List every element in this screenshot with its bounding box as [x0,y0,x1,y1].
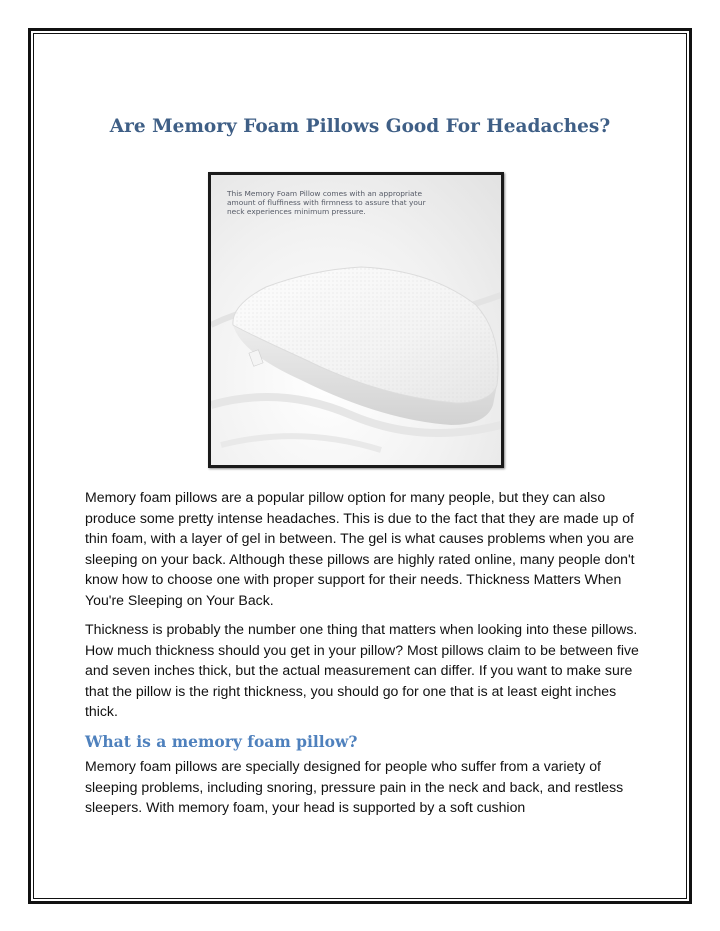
paragraph-3: Memory foam pillows are specially designed for people who suffer from a variety of sleeping problems, including snoring, pressure pain in the neck and back, and restless sleepers. With memory foam, your head is supported by a soft cushion [85,758,624,815]
section-heading: What is a memory foam pillow? [85,732,358,751]
paragraph-2: Thickness is probably the number one thing that matters when looking into these pillows. How much thickness should you get in your pillow? Most pillows claim to be between five and seven inches thick, but the actual measurement can differ. If you want to make sure that the pillow is the right thickness, you should go for one that is at least eight inches thick. [85,621,639,719]
image-caption: This Memory Foam Pillow comes with an appropriate amount of fluffiness with firmness to assure that your neck experiences minimum pressure. [227,189,426,216]
article-title: Are Memory Foam Pillows Good For Headaches? [109,116,611,137]
paragraph-1: Memory foam pillows are a popular pillow option for many people, but they can also produce some pretty intense headaches. This is due to the fact that they are made up of thin foam, with a layer of gel in between. The gel is what causes problems when you are sleeping on your back. Although these pillows are highly rated online, many people don't know how to choose one with proper support for their needs. Thickness Matters When You're Sleeping on Your Back. [85,489,635,608]
pillow-illustration [211,175,501,465]
pillow-image [208,172,504,468]
